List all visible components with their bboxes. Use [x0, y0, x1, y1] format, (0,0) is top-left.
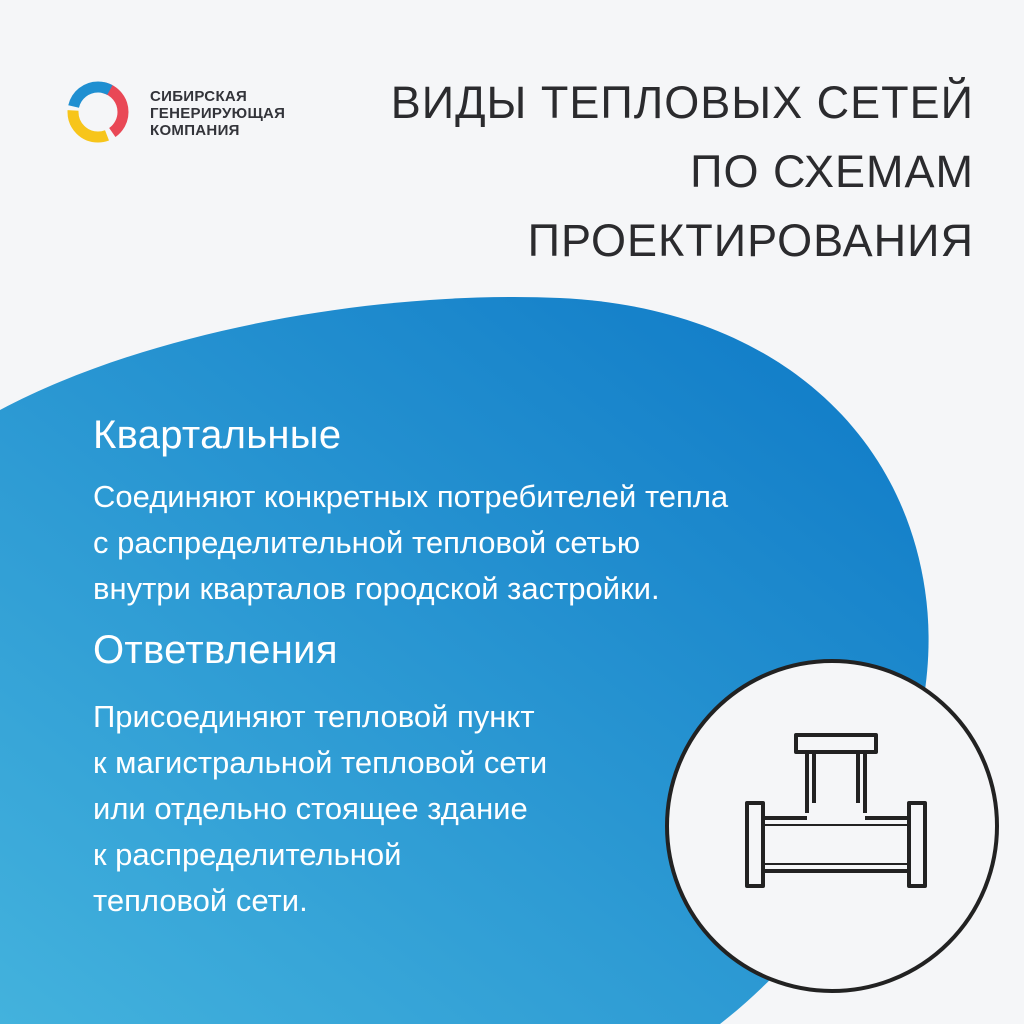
company-name-line: КОМПАНИЯ	[150, 122, 240, 139]
section-text-line: внутри кварталов городской застройки.	[93, 571, 660, 606]
company-logo-icon	[60, 74, 136, 150]
section-text-line: Соединяют конкретных потребителей тепла	[93, 479, 729, 514]
section-text-line: к распределительной	[93, 837, 402, 872]
section-text-kvartalnye	[93, 474, 728, 612]
company-name-line: ГЕНЕРИРУЮЩАЯ	[150, 105, 286, 122]
company-name	[150, 88, 285, 139]
company-logo	[60, 74, 320, 154]
section-text-line: Присоединяют тепловой пункт	[93, 699, 535, 734]
page-title-line: ПРОЕКТИРОВАНИЯ	[527, 215, 974, 266]
company-name-line: СИБИРСКАЯ	[150, 88, 248, 105]
section-text-line: к магистральной тепловой сети	[93, 745, 548, 780]
section-text-line: с распределительной тепловой сетью	[93, 525, 641, 560]
section-text-line: или отдельно стоящее здание	[93, 791, 528, 826]
section-title-otvetvleniya: Ответвления	[93, 628, 338, 672]
page-title-line: ВИДЫ ТЕПЛОВЫХ СЕТЕЙ	[390, 77, 974, 128]
section-text-line: тепловой сети.	[93, 883, 308, 918]
page-title-line: ПО СХЕМАМ	[690, 146, 974, 197]
page-title	[391, 68, 974, 275]
section-title-kvartalnye: Квартальные	[93, 413, 342, 457]
pipe-tee-icon	[664, 658, 1000, 994]
section-text-otvetvleniya	[93, 694, 547, 924]
